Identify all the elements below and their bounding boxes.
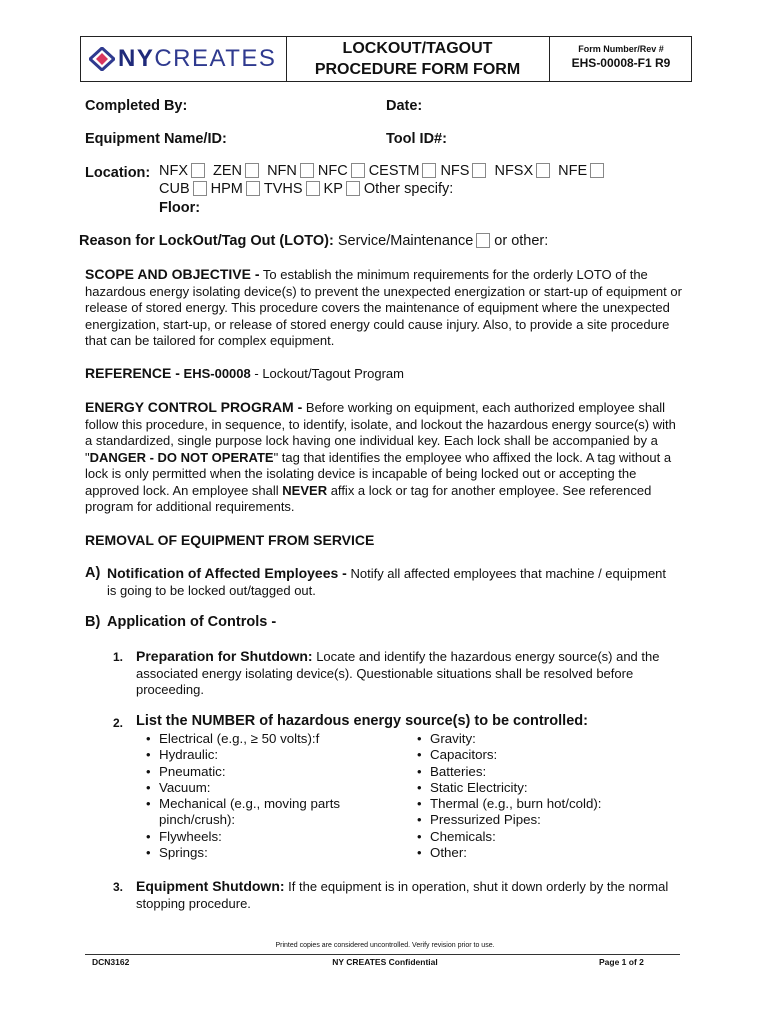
energy-source-item[interactable]: • Hydraulic:	[146, 747, 376, 763]
logo-ny: NY	[118, 45, 155, 72]
title-line-2: PROCEDURE FORM FORM	[314, 61, 521, 78]
energy-source-item[interactable]: • Electrical (e.g., ≥ 50 volts):f	[146, 731, 376, 747]
form-number-label: Form Number/Rev #	[578, 44, 664, 54]
location-hpm: HPM	[210, 181, 243, 197]
section-a-text: Notify all affected employees that machine / equipment is going to be locked out/tagged out.	[107, 566, 667, 598]
logo-creates: CREATES	[154, 45, 277, 72]
step-3-text: If the equipment is in operation, shut it down orderly by the normal stopping procedure.	[136, 879, 669, 911]
form-header	[80, 36, 692, 82]
service-maintenance-checkbox[interactable]	[476, 233, 490, 248]
energy-source-item[interactable]: • Chemicals:	[417, 829, 657, 845]
section-b-marker: B)	[85, 614, 101, 630]
energy-source-item[interactable]: • Springs:	[146, 845, 376, 861]
scope-text: To establish the minimum requirements for the orderly LOTO of the hazardous energy isolating device(s) to prevent the unexpected energization or start-up of equipment or release of stored energy. This procedure covers the maintenance of equipment where the unexpected energization, start-up, or release of stored energy could cause injury. Also, to provide a site procedure that can be tailored for complex equipment.	[85, 267, 682, 348]
other-specify-field[interactable]: Other specify:	[363, 181, 454, 197]
nfsx-checkbox[interactable]	[536, 163, 550, 178]
energy-source-item[interactable]: • Batteries:	[417, 764, 657, 780]
removal-heading: REMOVAL OF EQUIPMENT FROM SERVICE	[85, 532, 375, 548]
cub-checkbox[interactable]	[193, 181, 207, 196]
location-cestm: CESTM	[368, 163, 420, 179]
location-row-1	[159, 163, 608, 179]
scope-heading: SCOPE AND OBJECTIVE -	[85, 266, 260, 282]
form-number-cell	[551, 37, 691, 81]
ny-creates-logo	[89, 46, 276, 72]
page-number: Page 1 of 2	[599, 957, 644, 967]
step-2-number: 2.	[113, 716, 124, 730]
title-line-1: LOCKOUT/TAGOUT	[342, 40, 493, 57]
energy-text-1: Before working on equipment, each authorized employee shall follow this procedure, in sequence, to identify, isolate, and lockout the hazardous energy source(s) with a standardized, single purpose lock having one individual key. Each lock shall be accompanied by a "	[85, 400, 676, 465]
location-nfsx: NFSX	[494, 163, 534, 179]
location-nfn: NFN	[267, 163, 297, 179]
energy-source-item[interactable]: • Mechanical (e.g., moving parts pinch/crush):	[146, 796, 376, 829]
location-nfc: NFC	[317, 163, 348, 179]
energy-heading: ENERGY CONTROL PROGRAM -	[85, 399, 303, 415]
footer-divider	[85, 954, 680, 955]
energy-source-item[interactable]: • Vacuum:	[146, 780, 376, 796]
equipment-name-field[interactable]: Equipment Name/ID:	[85, 131, 227, 147]
form-title	[286, 37, 550, 81]
location-nfe: NFE	[558, 163, 588, 179]
location-tvhs: TVHS	[263, 181, 303, 197]
step-2-heading: List the NUMBER of hazardous energy source(s) to be controlled:	[136, 713, 588, 729]
form-number: EHS-00008-F1 R9	[571, 56, 671, 70]
logo-text	[118, 46, 276, 72]
reference-section	[85, 365, 685, 383]
completed-by-field[interactable]: Completed By:	[85, 98, 188, 114]
step-1-number: 1.	[113, 650, 124, 664]
energy-source-item[interactable]: • Pressurized Pipes:	[417, 812, 657, 828]
location-cub: CUB	[159, 181, 190, 197]
section-a	[107, 565, 667, 599]
reason-row	[79, 233, 548, 249]
section-a-marker: A)	[85, 565, 101, 581]
danger-tag-text: DANGER - DO NOT OPERATE	[89, 449, 274, 465]
energy-text-3: affix a lock or tag for another employee. See referenced program for additional requirements.	[85, 482, 652, 514]
location-row-2	[159, 181, 453, 197]
reference-heading: REFERENCE -	[85, 365, 180, 381]
tvhs-checkbox[interactable]	[306, 181, 320, 196]
reference-code: EHS-00008	[183, 366, 251, 381]
reason-other[interactable]: or other:	[494, 233, 549, 249]
scope-section	[85, 266, 685, 350]
nfe-checkbox[interactable]	[590, 163, 604, 178]
zen-checkbox[interactable]	[245, 163, 259, 178]
energy-source-item[interactable]: • Capacitors:	[417, 747, 657, 763]
dcn-number: DCN3162	[92, 957, 130, 967]
nfs-checkbox[interactable]	[472, 163, 486, 178]
logo-mark-icon	[89, 47, 115, 71]
energy-source-item[interactable]: • Thermal (e.g., burn hot/cold):	[417, 796, 657, 812]
kp-checkbox[interactable]	[346, 181, 360, 196]
location-zen: ZEN	[213, 163, 243, 179]
step-3-heading: Equipment Shutdown:	[136, 878, 285, 894]
reference-text: - Lockout/Tagout Program	[254, 366, 404, 381]
energy-source-item[interactable]: • Flywheels:	[146, 829, 376, 845]
location-nfx: NFX	[159, 163, 188, 179]
uncontrolled-note: Printed copies are considered uncontrolled. Verify revision prior to use.	[275, 942, 495, 949]
step-3-number: 3.	[113, 880, 124, 894]
step-1-heading: Preparation for Shutdown:	[136, 648, 313, 664]
location-label: Location:	[85, 165, 151, 181]
reason-service: Service/Maintenance	[337, 233, 474, 249]
tool-id-field[interactable]: Tool ID#:	[386, 131, 447, 147]
location-kp: KP	[323, 181, 343, 197]
section-a-heading: Notification of Affected Employees -	[107, 565, 347, 581]
nfx-checkbox[interactable]	[191, 163, 205, 178]
section-b-heading: Application of Controls -	[107, 614, 277, 630]
hpm-checkbox[interactable]	[246, 181, 260, 196]
floor-field[interactable]: Floor:	[159, 200, 201, 216]
energy-text-2: " tag that identifies the employee who affixed the lock. A tag without a lock is only permitted when the isolating device is incapable of being locked out or accepting the approved lock. An employee shall	[85, 449, 672, 498]
date-field[interactable]: Date:	[386, 98, 423, 114]
step-1	[136, 648, 681, 699]
nfc-checkbox[interactable]	[351, 163, 365, 178]
nfn-checkbox[interactable]	[300, 163, 314, 178]
step-3	[136, 878, 681, 912]
energy-source-item[interactable]: • Other:	[417, 845, 657, 861]
logo-cell	[81, 37, 287, 81]
reason-label: Reason for LockOut/Tag Out (LOTO):	[79, 233, 334, 249]
step-1-text: Locate and identify the hazardous energy source(s) and the associated energy isolating device(s). Questionable situations shall be resolved before proceeding.	[136, 649, 660, 697]
energy-source-item[interactable]: • Static Electricity:	[417, 780, 657, 796]
energy-sources-right-list	[417, 731, 657, 861]
cestm-checkbox[interactable]	[422, 163, 436, 178]
never-text: NEVER	[282, 482, 328, 498]
energy-control-section	[85, 399, 685, 516]
energy-source-item[interactable]: • Pneumatic:	[146, 764, 376, 780]
energy-source-item[interactable]: • Gravity:	[417, 731, 657, 747]
confidential-label: NY CREATES Confidential	[332, 957, 438, 967]
location-nfs: NFS	[440, 163, 470, 179]
energy-sources-left-list	[146, 731, 376, 861]
